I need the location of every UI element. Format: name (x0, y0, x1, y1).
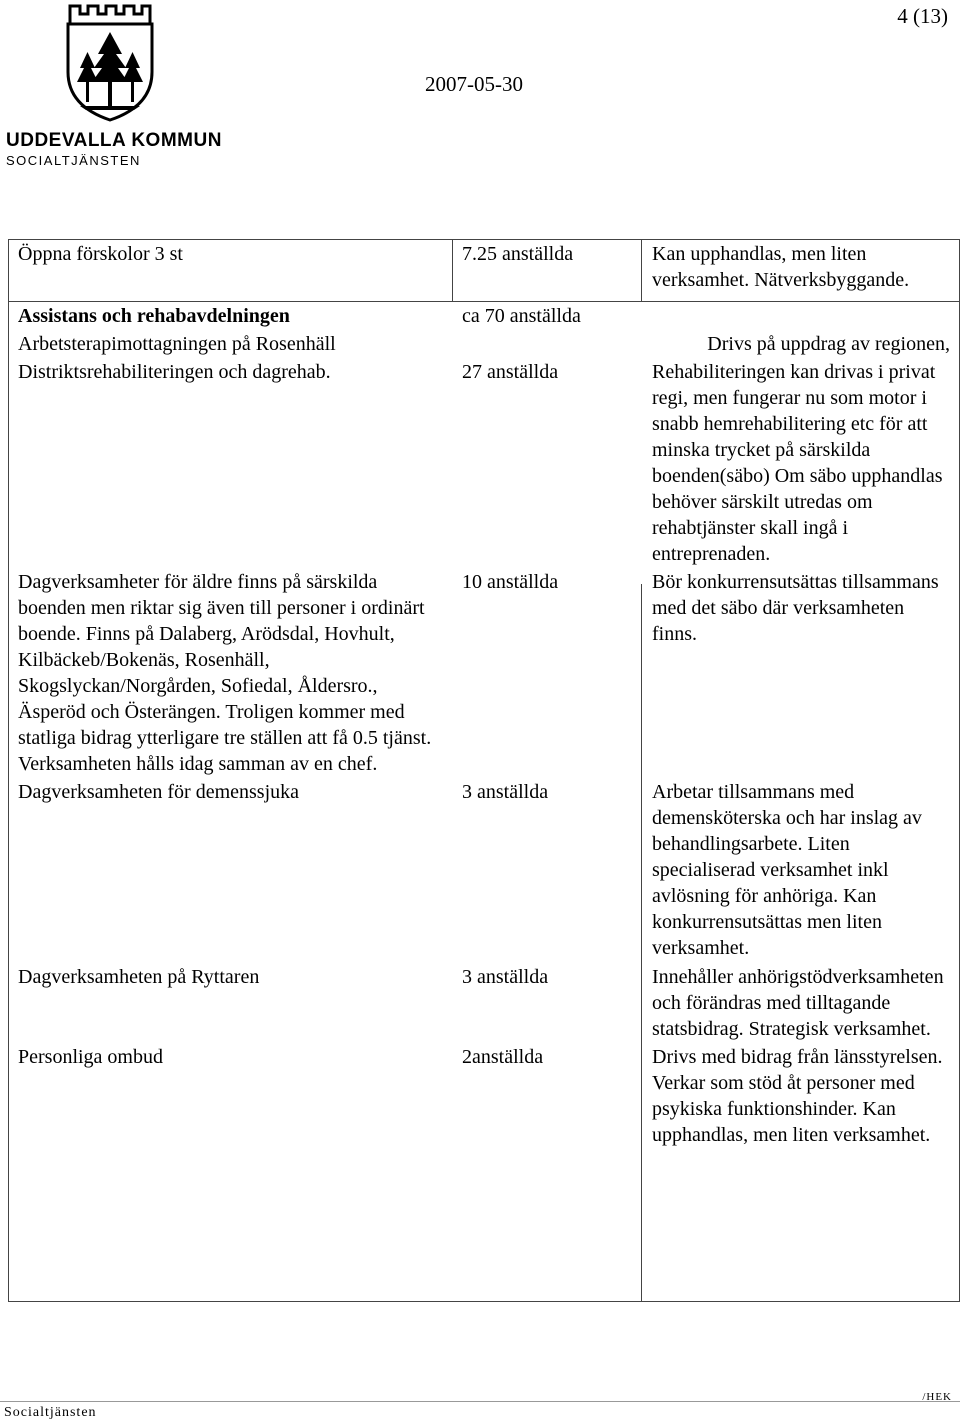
staff-cell (452, 329, 642, 357)
footer-department: Socialtjänsten (4, 1405, 97, 1420)
municipality-logo (6, 2, 222, 172)
comment-cell: Drivs med bidrag från länsstyrelsen. Verkar som stöd åt personer med psykiska funktionshinder. Kan upphandlas, men liten verksamhet. (652, 1046, 943, 1146)
staff-cell: 3 anställda (462, 781, 549, 803)
table-row (8, 1042, 960, 1148)
table-row (8, 567, 960, 777)
footer-initials: /HEK (922, 1391, 952, 1403)
comment-cell: Innehåller anhörigstödverksamheten och förändras med tilltagande statsbidrag. Strategisk verksamhet. (652, 966, 944, 1040)
table-row (8, 301, 960, 329)
staff-cell: 2anställda (462, 1046, 544, 1068)
unit-cell: Dagverksamheten för demenssjuka (18, 781, 300, 803)
staff-cell: 10 anställda (462, 571, 559, 593)
table-row (8, 239, 960, 301)
unit-cell: Dagverksamheten på Ryttaren (18, 966, 260, 988)
document-date: 2007-05-30 (425, 72, 523, 96)
comment-cell: Bör konkurrensutsättas tillsammans med det säbo där verksamheten finns. (652, 571, 939, 645)
staff-cell: 7.25 anställda (462, 243, 574, 265)
staff-cell: ca 70 anställda (462, 305, 581, 327)
comment-cell: Rehabiliteringen kan drivas i privat regi, men fungerar nu som motor i snabb hemrehabilitering etc för att minska trycket på särskilda boenden(säbo) Om säbo upphandlas behöver särskilt utredas om rehabtjänster skall ingå i entreprenaden. (652, 361, 943, 565)
comment-cell: Arbetar tillsammans med demensköterska och har inslag av behandlingsarbete. Liten specialiserad verksamhet inkl avlösning för anhöriga. Kan konkurrensutsättas men liten verksamhet. (652, 781, 922, 959)
coat-of-arms-icon (64, 2, 156, 122)
table-row (8, 777, 960, 962)
unit-cell: Personliga ombud (18, 1046, 163, 1068)
table-row (8, 962, 960, 1042)
staff-cell: 3 anställda (462, 966, 549, 988)
comment-cell (642, 301, 960, 329)
table-row (8, 357, 960, 567)
comment-cell: Kan upphandlas, men liten verksamhet. Nätverksbyggande. (652, 243, 910, 291)
department-name: SOCIALTJÄNSTEN (6, 153, 141, 168)
staff-cell: 27 anställda (462, 361, 559, 383)
footer-rule (0, 1401, 960, 1402)
page-number: 4 (13) (897, 4, 948, 28)
unit-cell: Distriktsrehabiliteringen och dagrehab. (18, 361, 331, 383)
comment-cell: Drivs på uppdrag av regionen, (707, 333, 950, 355)
unit-cell: Dagverksamheter för äldre finns på särskilda boenden men riktar sig även till personer i ordinärt boende. Finns på Dalaberg, Arödsdal, Hovhult, Kilbäckeb/Bokenäs, Rosenhäll, Skogslyckan/Norgården, Sofiedal, Åldersro., Äsperöd och Österängen. Troligen kommer med statliga bidrag ytterligare tre ställen att få 0.5 tjänst. Verksamheten hålls idag samman av en chef. (18, 571, 432, 775)
unit-cell: Öppna förskolor 3 st (18, 243, 183, 265)
table-row (8, 329, 960, 357)
department-heading: Assistans och rehabavdelningen (18, 305, 290, 327)
services-table (8, 239, 960, 1148)
unit-cell: Arbetsterapimottagningen på Rosenhäll (18, 333, 336, 355)
municipality-name: UDDEVALLA KOMMUN (6, 130, 222, 151)
